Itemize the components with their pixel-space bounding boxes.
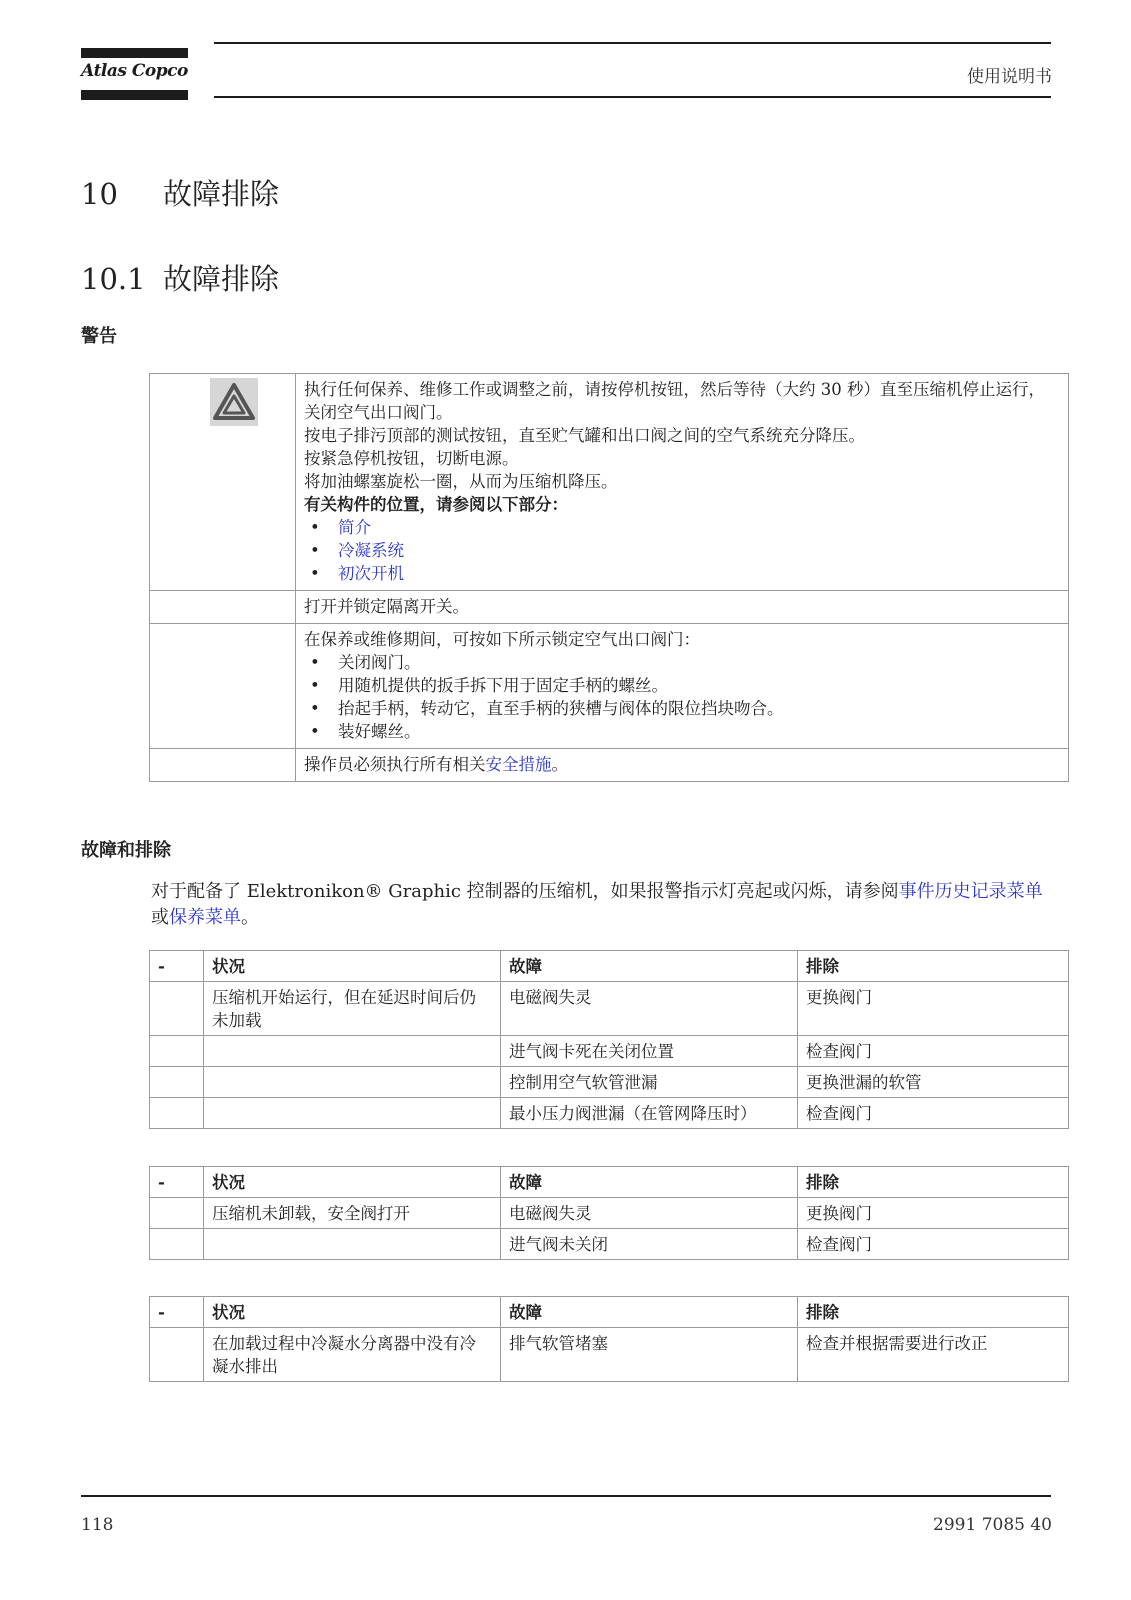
list-item <box>304 562 1061 585</box>
column-header: 故障 <box>501 951 798 982</box>
fault-table-1 <box>149 950 1069 1129</box>
table-cell <box>204 1229 501 1260</box>
table-cell: 最小压力阀泄漏（在管网降压时） <box>501 1098 798 1129</box>
table-cell <box>150 1098 204 1129</box>
link-safety-precautions[interactable]: 安全措施 <box>485 755 552 774</box>
table-cell: 在加载过程中冷凝水分离器中没有冷凝水排出 <box>204 1328 501 1382</box>
link-event-history-menu[interactable]: 事件历史记录菜单 <box>898 881 1043 902</box>
faults-intro-end: 。 <box>241 907 259 928</box>
table-cell: 电磁阀失灵 <box>501 982 798 1036</box>
column-header: 状况 <box>204 1167 501 1198</box>
empty-cell <box>150 591 296 624</box>
valve-lock-text <box>296 624 1069 749</box>
table-cell: 检查阀门 <box>798 1036 1069 1067</box>
warning-line: 按紧急停机按钮，切断电源。 <box>304 449 519 468</box>
column-header: - <box>150 1297 204 1328</box>
table-row <box>150 1229 1069 1260</box>
table-row <box>150 1036 1069 1067</box>
valve-lock-intro: 在保养或维修期间，可按如下所示锁定空气出口阀门： <box>304 630 700 649</box>
empty-cell <box>150 624 296 749</box>
table-header-row <box>150 1167 1069 1198</box>
logo-bar-top <box>81 48 188 58</box>
section-number: 10.1 <box>81 262 146 296</box>
header-rule-top <box>214 42 1051 44</box>
valve-lock-steps <box>304 651 1061 743</box>
list-item: • 关闭阀门。 <box>304 651 1061 674</box>
header-rule-bottom <box>214 96 1051 98</box>
warning-line: 将加油螺塞旋松一圈，从而为压缩机降压。 <box>304 472 618 491</box>
atlas-copco-logo <box>81 48 188 100</box>
chapter-title: 故障排除 <box>163 177 280 211</box>
faults-intro <box>151 879 1056 931</box>
table-row <box>150 1198 1069 1229</box>
list-item: • 抬起手柄，转动它，直至手柄的狭槽与阀体的限位挡块吻合。 <box>304 697 1061 720</box>
table-cell: 电磁阀失灵 <box>501 1198 798 1229</box>
table-header-row <box>150 1297 1069 1328</box>
warning-line: 执行任何保养、维修工作或调整之前，请按停机按钮，然后等待（大约 30 秒）直至压缩机停止运行，关闭空气出口阀门。 <box>304 380 1045 422</box>
table-cell: 进气阀卡死在关闭位置 <box>501 1036 798 1067</box>
warning-main-text <box>296 374 1069 591</box>
table-row <box>150 1098 1069 1129</box>
safety-text-end: 。 <box>551 755 568 774</box>
safety-text <box>296 749 1069 782</box>
link-condensate-system[interactable]: 冷凝系统 <box>338 541 404 560</box>
table-cell <box>150 1198 204 1229</box>
fault-table-2 <box>149 1166 1069 1260</box>
column-header: 故障 <box>501 1167 798 1198</box>
fault-table-3 <box>149 1296 1069 1382</box>
link-initial-start-up[interactable]: 初次开机 <box>338 564 404 583</box>
warning-line: 按电子排污顶部的测试按钮，直至贮气罐和出口阀之间的空气系统充分降压。 <box>304 426 865 445</box>
safety-text-prefix: 操作员必须执行所有相关 <box>304 755 486 774</box>
faults-section-label: 故障和排除 <box>81 840 171 861</box>
warning-icon-cell <box>150 374 296 591</box>
table-cell: 更换泄漏的软管 <box>798 1067 1069 1098</box>
document-number: 2991 7085 40 <box>933 1515 1052 1535</box>
table-cell: 压缩机未卸载，安全阀打开 <box>204 1198 501 1229</box>
column-header: - <box>150 1167 204 1198</box>
table-header-row <box>150 951 1069 982</box>
table-cell <box>204 1098 501 1129</box>
logo-bar-bottom <box>81 90 188 100</box>
list-item <box>304 516 1061 539</box>
chapter-heading <box>81 172 279 213</box>
table-cell: 检查阀门 <box>798 1229 1069 1260</box>
faults-intro-or: 或 <box>151 907 169 928</box>
document-type: 使用说明书 <box>967 67 1052 87</box>
table-row <box>150 1067 1069 1098</box>
table-row <box>150 982 1069 1036</box>
table-cell <box>150 1229 204 1260</box>
table-cell <box>150 1067 204 1098</box>
table-cell <box>204 1036 501 1067</box>
warning-label: 警告 <box>81 326 117 347</box>
table-cell: 更换阀门 <box>798 982 1069 1036</box>
column-header: 状况 <box>204 951 501 982</box>
warning-reference-line: 有关构件的位置，请参阅以下部分： <box>304 495 568 514</box>
chapter-number: 10 <box>81 177 118 211</box>
table-cell: 排气软管堵塞 <box>501 1328 798 1382</box>
footer-rule <box>81 1495 1051 1497</box>
warning-table <box>149 373 1069 782</box>
logo-text: Atlas Copco <box>81 61 188 81</box>
table-cell: 控制用空气软管泄漏 <box>501 1067 798 1098</box>
table-cell: 压缩机开始运行，但在延迟时间后仍未加载 <box>204 982 501 1036</box>
list-item <box>304 539 1061 562</box>
link-service-menu[interactable]: 保养菜单 <box>169 907 241 928</box>
column-header: 排除 <box>798 1167 1069 1198</box>
faults-intro-text: 对于配备了 Elektronikon® Graphic 控制器的压缩机，如果报警指示灯亮起或闪烁，请参阅 <box>151 881 899 902</box>
table-cell <box>150 1036 204 1067</box>
list-item: • 装好螺丝。 <box>304 720 1061 743</box>
table-cell <box>150 1328 204 1382</box>
column-header: 状况 <box>204 1297 501 1328</box>
reference-link-list <box>304 516 1061 585</box>
table-cell: 更换阀门 <box>798 1198 1069 1229</box>
table-row <box>150 1328 1069 1382</box>
column-header: 故障 <box>501 1297 798 1328</box>
table-cell: 进气阀未关闭 <box>501 1229 798 1260</box>
section-heading <box>81 257 279 298</box>
table-cell <box>150 982 204 1036</box>
list-item: • 用随机提供的扳手拆下用于固定手柄的螺丝。 <box>304 674 1061 697</box>
column-header: - <box>150 951 204 982</box>
link-introduction[interactable]: 简介 <box>338 518 371 537</box>
table-cell: 检查并根据需要进行改正 <box>798 1328 1069 1382</box>
page-number: 118 <box>81 1515 114 1535</box>
warning-triangle-icon <box>210 378 258 426</box>
table-cell: 检查阀门 <box>798 1098 1069 1129</box>
empty-cell <box>150 749 296 782</box>
isolator-text: 打开并锁定隔离开关。 <box>296 591 1069 624</box>
column-header: 排除 <box>798 1297 1069 1328</box>
section-title: 故障排除 <box>163 262 280 296</box>
table-cell <box>204 1067 501 1098</box>
column-header: 排除 <box>798 951 1069 982</box>
